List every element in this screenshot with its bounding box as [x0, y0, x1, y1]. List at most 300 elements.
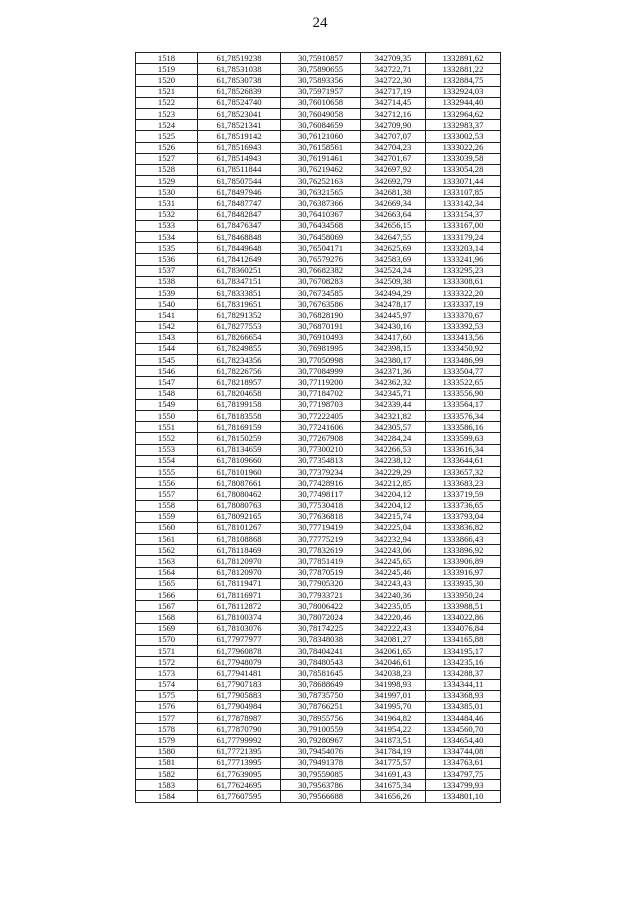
longitude-cell: 30,75890655 — [281, 64, 361, 75]
longitude-cell: 30,79563786 — [281, 780, 361, 791]
y-coordinate-cell: 1333988,51 — [426, 601, 501, 612]
table-row — [136, 511, 501, 522]
point-number-cell: 1564 — [136, 567, 198, 578]
point-number-cell: 1542 — [136, 321, 198, 332]
latitude-cell: 61,78519142 — [198, 131, 281, 142]
latitude-cell: 61,77948079 — [198, 657, 281, 668]
table-row — [136, 332, 501, 343]
longitude-cell: 30,77428916 — [281, 478, 361, 489]
latitude-cell: 61,77907183 — [198, 679, 281, 690]
latitude-cell: 61,78116971 — [198, 590, 281, 601]
latitude-cell: 61,78524740 — [198, 97, 281, 108]
x-coordinate-cell: 342714,45 — [361, 97, 426, 108]
longitude-cell: 30,76321565 — [281, 187, 361, 198]
point-number-cell: 1572 — [136, 657, 198, 668]
x-coordinate-cell: 342712,16 — [361, 108, 426, 119]
table-row — [136, 399, 501, 410]
longitude-cell: 30,77530418 — [281, 500, 361, 511]
longitude-cell: 30,77300210 — [281, 444, 361, 455]
point-number-cell: 1529 — [136, 176, 198, 187]
x-coordinate-cell: 342229,29 — [361, 466, 426, 477]
latitude-cell: 61,78218957 — [198, 377, 281, 388]
point-number-cell: 1550 — [136, 411, 198, 422]
latitude-cell: 61,78468848 — [198, 232, 281, 243]
point-number-cell: 1554 — [136, 455, 198, 466]
y-coordinate-cell: 1334484,46 — [426, 713, 501, 724]
longitude-cell: 30,76252163 — [281, 176, 361, 187]
x-coordinate-cell: 342697,92 — [361, 164, 426, 175]
x-coordinate-cell: 342046,61 — [361, 657, 426, 668]
point-number-cell: 1576 — [136, 701, 198, 712]
table-row — [136, 601, 501, 612]
longitude-cell: 30,76981995 — [281, 343, 361, 354]
table-row — [136, 254, 501, 265]
x-coordinate-cell: 342371,36 — [361, 366, 426, 377]
table-row — [136, 701, 501, 712]
y-coordinate-cell: 1334799,93 — [426, 780, 501, 791]
x-coordinate-cell: 342707,07 — [361, 131, 426, 142]
longitude-cell: 30,78072024 — [281, 612, 361, 623]
table-row — [136, 769, 501, 780]
table-row — [136, 220, 501, 231]
latitude-cell: 61,78347151 — [198, 276, 281, 287]
latitude-cell: 61,78360251 — [198, 265, 281, 276]
x-coordinate-cell: 342709,90 — [361, 120, 426, 131]
point-number-cell: 1528 — [136, 164, 198, 175]
point-number-cell: 1540 — [136, 299, 198, 310]
y-coordinate-cell: 1333719,59 — [426, 489, 501, 500]
y-coordinate-cell: 1333450,92 — [426, 343, 501, 354]
x-coordinate-cell: 342417,60 — [361, 332, 426, 343]
latitude-cell: 61,78277553 — [198, 321, 281, 332]
longitude-cell: 30,75910857 — [281, 53, 361, 64]
latitude-cell: 61,78226756 — [198, 366, 281, 377]
longitude-cell: 30,78006422 — [281, 601, 361, 612]
y-coordinate-cell: 1333657,32 — [426, 466, 501, 477]
point-number-cell: 1525 — [136, 131, 198, 142]
x-coordinate-cell: 342625,69 — [361, 243, 426, 254]
y-coordinate-cell: 1332881,22 — [426, 64, 501, 75]
longitude-cell: 30,77050998 — [281, 355, 361, 366]
point-number-cell: 1556 — [136, 478, 198, 489]
table-row — [136, 634, 501, 645]
table-row — [136, 724, 501, 735]
table-row — [136, 377, 501, 388]
y-coordinate-cell: 1333556,90 — [426, 388, 501, 399]
table-row — [136, 265, 501, 276]
longitude-cell: 30,76049058 — [281, 108, 361, 119]
latitude-cell: 61,78092165 — [198, 511, 281, 522]
y-coordinate-cell: 1333413,56 — [426, 332, 501, 343]
point-number-cell: 1565 — [136, 578, 198, 589]
x-coordinate-cell: 342398,15 — [361, 343, 426, 354]
latitude-cell: 61,78101960 — [198, 466, 281, 477]
y-coordinate-cell: 1333002,53 — [426, 131, 501, 142]
longitude-cell: 30,78955756 — [281, 713, 361, 724]
point-number-cell: 1574 — [136, 679, 198, 690]
x-coordinate-cell: 342038,23 — [361, 668, 426, 679]
longitude-cell: 30,77222405 — [281, 411, 361, 422]
x-coordinate-cell: 342362,32 — [361, 377, 426, 388]
table-row — [136, 590, 501, 601]
y-coordinate-cell: 1333504,77 — [426, 366, 501, 377]
point-number-cell: 1580 — [136, 746, 198, 757]
point-number-cell: 1559 — [136, 511, 198, 522]
longitude-cell: 30,79100559 — [281, 724, 361, 735]
table-row — [136, 411, 501, 422]
longitude-cell: 30,78480543 — [281, 657, 361, 668]
latitude-cell: 61,78523041 — [198, 108, 281, 119]
y-coordinate-cell: 1333392,53 — [426, 321, 501, 332]
y-coordinate-cell: 1332944,40 — [426, 97, 501, 108]
y-coordinate-cell: 1333054,28 — [426, 164, 501, 175]
latitude-cell: 61,78526839 — [198, 86, 281, 97]
latitude-cell: 61,77977977 — [198, 634, 281, 645]
y-coordinate-cell: 1334076,84 — [426, 623, 501, 634]
y-coordinate-cell: 1332983,37 — [426, 120, 501, 131]
longitude-cell: 30,76828190 — [281, 310, 361, 321]
point-number-cell: 1543 — [136, 332, 198, 343]
x-coordinate-cell: 342339,44 — [361, 399, 426, 410]
latitude-cell: 61,77960878 — [198, 645, 281, 656]
table-row — [136, 343, 501, 354]
longitude-cell: 30,77184702 — [281, 388, 361, 399]
point-number-cell: 1566 — [136, 590, 198, 601]
table-row — [136, 142, 501, 153]
table-row — [136, 164, 501, 175]
point-number-cell: 1544 — [136, 343, 198, 354]
point-number-cell: 1553 — [136, 444, 198, 455]
point-number-cell: 1573 — [136, 668, 198, 679]
longitude-cell: 30,76763586 — [281, 299, 361, 310]
latitude-cell: 61,78101267 — [198, 522, 281, 533]
longitude-cell: 30,76910493 — [281, 332, 361, 343]
y-coordinate-cell: 1332884,75 — [426, 75, 501, 86]
longitude-cell: 30,77119200 — [281, 377, 361, 388]
y-coordinate-cell: 1333167,00 — [426, 220, 501, 231]
point-number-cell: 1562 — [136, 545, 198, 556]
latitude-cell: 61,78199158 — [198, 399, 281, 410]
table-row — [136, 657, 501, 668]
longitude-cell: 30,76579276 — [281, 254, 361, 265]
longitude-cell: 30,76734585 — [281, 287, 361, 298]
point-number-cell: 1561 — [136, 534, 198, 545]
latitude-cell: 61,77607595 — [198, 791, 281, 802]
x-coordinate-cell: 342321,82 — [361, 411, 426, 422]
table-row — [136, 243, 501, 254]
y-coordinate-cell: 1334165,88 — [426, 634, 501, 645]
latitude-cell: 61,77904984 — [198, 701, 281, 712]
longitude-cell: 30,77198703 — [281, 399, 361, 410]
longitude-cell: 30,77719419 — [281, 522, 361, 533]
table-row — [136, 86, 501, 97]
table-row — [136, 355, 501, 366]
latitude-cell: 61,78108868 — [198, 534, 281, 545]
latitude-cell: 61,78412649 — [198, 254, 281, 265]
table-row — [136, 455, 501, 466]
y-coordinate-cell: 1333308,61 — [426, 276, 501, 287]
table-row — [136, 209, 501, 220]
x-coordinate-cell: 342494,29 — [361, 287, 426, 298]
table-row — [136, 545, 501, 556]
y-coordinate-cell: 1333950,24 — [426, 590, 501, 601]
table-row — [136, 321, 501, 332]
table-row — [136, 422, 501, 433]
x-coordinate-cell: 341873,51 — [361, 735, 426, 746]
y-coordinate-cell: 1334654,40 — [426, 735, 501, 746]
point-number-cell: 1557 — [136, 489, 198, 500]
longitude-cell: 30,77241606 — [281, 422, 361, 433]
x-coordinate-cell: 342204,12 — [361, 489, 426, 500]
y-coordinate-cell: 1333906,89 — [426, 556, 501, 567]
point-number-cell: 1531 — [136, 198, 198, 209]
x-coordinate-cell: 342692,79 — [361, 176, 426, 187]
table-row — [136, 578, 501, 589]
point-number-cell: 1527 — [136, 153, 198, 164]
x-coordinate-cell: 341675,34 — [361, 780, 426, 791]
latitude-cell: 61,78497946 — [198, 187, 281, 198]
latitude-cell: 61,78516943 — [198, 142, 281, 153]
latitude-cell: 61,77721395 — [198, 746, 281, 757]
latitude-cell: 61,78476347 — [198, 220, 281, 231]
longitude-cell: 30,76682382 — [281, 265, 361, 276]
point-number-cell: 1567 — [136, 601, 198, 612]
table-row — [136, 444, 501, 455]
point-number-cell: 1584 — [136, 791, 198, 802]
point-number-cell: 1583 — [136, 780, 198, 791]
y-coordinate-cell: 1333337,19 — [426, 299, 501, 310]
latitude-cell: 61,78507544 — [198, 176, 281, 187]
x-coordinate-cell: 341995,70 — [361, 701, 426, 712]
point-number-cell: 1577 — [136, 713, 198, 724]
longitude-cell: 30,76121060 — [281, 131, 361, 142]
y-coordinate-cell: 1333586,16 — [426, 422, 501, 433]
table-row — [136, 567, 501, 578]
y-coordinate-cell: 1334368,93 — [426, 690, 501, 701]
point-number-cell: 1546 — [136, 366, 198, 377]
point-number-cell: 1541 — [136, 310, 198, 321]
x-coordinate-cell: 341775,57 — [361, 757, 426, 768]
y-coordinate-cell: 1333486,99 — [426, 355, 501, 366]
longitude-cell: 30,79491378 — [281, 757, 361, 768]
x-coordinate-cell: 342709,35 — [361, 53, 426, 64]
point-number-cell: 1547 — [136, 377, 198, 388]
x-coordinate-cell: 342232,94 — [361, 534, 426, 545]
x-coordinate-cell: 341784,19 — [361, 746, 426, 757]
point-number-cell: 1582 — [136, 769, 198, 780]
longitude-cell: 30,76458069 — [281, 232, 361, 243]
x-coordinate-cell: 342081,27 — [361, 634, 426, 645]
x-coordinate-cell: 342704,23 — [361, 142, 426, 153]
longitude-cell: 30,77775219 — [281, 534, 361, 545]
y-coordinate-cell: 1333142,34 — [426, 198, 501, 209]
longitude-cell: 30,77498117 — [281, 489, 361, 500]
y-coordinate-cell: 1333295,23 — [426, 265, 501, 276]
point-number-cell: 1535 — [136, 243, 198, 254]
point-number-cell: 1518 — [136, 53, 198, 64]
x-coordinate-cell: 341997,01 — [361, 690, 426, 701]
longitude-cell: 30,77933721 — [281, 590, 361, 601]
y-coordinate-cell: 1333154,37 — [426, 209, 501, 220]
latitude-cell: 61,77878987 — [198, 713, 281, 724]
x-coordinate-cell: 342656,15 — [361, 220, 426, 231]
table-row — [136, 623, 501, 634]
latitude-cell: 61,78080763 — [198, 500, 281, 511]
point-number-cell: 1555 — [136, 466, 198, 477]
y-coordinate-cell: 1334195,17 — [426, 645, 501, 656]
latitude-cell: 61,78103076 — [198, 623, 281, 634]
y-coordinate-cell: 1334801,10 — [426, 791, 501, 802]
longitude-cell: 30,78348038 — [281, 634, 361, 645]
point-number-cell: 1539 — [136, 287, 198, 298]
y-coordinate-cell: 1332924,03 — [426, 86, 501, 97]
y-coordinate-cell: 1334385,01 — [426, 701, 501, 712]
point-number-cell: 1534 — [136, 232, 198, 243]
latitude-cell: 61,77941481 — [198, 668, 281, 679]
y-coordinate-cell: 1334560,70 — [426, 724, 501, 735]
x-coordinate-cell: 342245,65 — [361, 556, 426, 567]
table-row — [136, 679, 501, 690]
longitude-cell: 30,76708283 — [281, 276, 361, 287]
longitude-cell: 30,78174225 — [281, 623, 361, 634]
point-number-cell: 1532 — [136, 209, 198, 220]
latitude-cell: 61,78120970 — [198, 567, 281, 578]
table-row — [136, 757, 501, 768]
x-coordinate-cell: 341998,93 — [361, 679, 426, 690]
longitude-cell: 30,76387366 — [281, 198, 361, 209]
x-coordinate-cell: 342245,46 — [361, 567, 426, 578]
table-row — [136, 187, 501, 198]
x-coordinate-cell: 342222,43 — [361, 623, 426, 634]
longitude-cell: 30,76870191 — [281, 321, 361, 332]
latitude-cell: 61,78487747 — [198, 198, 281, 209]
table-row — [136, 433, 501, 444]
x-coordinate-cell: 342430,16 — [361, 321, 426, 332]
longitude-cell: 30,76219462 — [281, 164, 361, 175]
y-coordinate-cell: 1334763,61 — [426, 757, 501, 768]
x-coordinate-cell: 342220,46 — [361, 612, 426, 623]
y-coordinate-cell: 1332964,62 — [426, 108, 501, 119]
table-row — [136, 478, 501, 489]
x-coordinate-cell: 342238,12 — [361, 455, 426, 466]
latitude-cell: 61,78234356 — [198, 355, 281, 366]
latitude-cell: 61,78100374 — [198, 612, 281, 623]
longitude-cell: 30,76410367 — [281, 209, 361, 220]
y-coordinate-cell: 1333107,85 — [426, 187, 501, 198]
x-coordinate-cell: 342305,57 — [361, 422, 426, 433]
y-coordinate-cell: 1333241,96 — [426, 254, 501, 265]
latitude-cell: 61,78109660 — [198, 455, 281, 466]
point-number-cell: 1522 — [136, 97, 198, 108]
x-coordinate-cell: 342204,12 — [361, 500, 426, 511]
point-number-cell: 1533 — [136, 220, 198, 231]
point-number-cell: 1568 — [136, 612, 198, 623]
point-number-cell: 1526 — [136, 142, 198, 153]
point-number-cell: 1524 — [136, 120, 198, 131]
table-row — [136, 366, 501, 377]
latitude-cell: 61,78333851 — [198, 287, 281, 298]
y-coordinate-cell: 1334344,11 — [426, 679, 501, 690]
point-number-cell: 1536 — [136, 254, 198, 265]
x-coordinate-cell: 342722,71 — [361, 64, 426, 75]
latitude-cell: 61,77624695 — [198, 780, 281, 791]
table-row — [136, 690, 501, 701]
y-coordinate-cell: 1333644,61 — [426, 455, 501, 466]
latitude-cell: 61,77799992 — [198, 735, 281, 746]
table-row — [136, 466, 501, 477]
longitude-cell: 30,77851419 — [281, 556, 361, 567]
table-row — [136, 232, 501, 243]
y-coordinate-cell: 1334022,86 — [426, 612, 501, 623]
y-coordinate-cell: 1334744,08 — [426, 746, 501, 757]
longitude-cell: 30,78581645 — [281, 668, 361, 679]
x-coordinate-cell: 342681,38 — [361, 187, 426, 198]
longitude-cell: 30,77379234 — [281, 466, 361, 477]
table-row — [136, 556, 501, 567]
table-row — [136, 534, 501, 545]
point-number-cell: 1552 — [136, 433, 198, 444]
point-number-cell: 1551 — [136, 422, 198, 433]
x-coordinate-cell: 342243,06 — [361, 545, 426, 556]
latitude-cell: 61,78482847 — [198, 209, 281, 220]
x-coordinate-cell: 342266,53 — [361, 444, 426, 455]
y-coordinate-cell: 1332891,62 — [426, 53, 501, 64]
y-coordinate-cell: 1333022,26 — [426, 142, 501, 153]
y-coordinate-cell: 1333896,92 — [426, 545, 501, 556]
table-row — [136, 310, 501, 321]
table-row — [136, 522, 501, 533]
x-coordinate-cell: 342445,97 — [361, 310, 426, 321]
latitude-cell: 61,78150259 — [198, 433, 281, 444]
table-row — [136, 276, 501, 287]
latitude-cell: 61,77905883 — [198, 690, 281, 701]
latitude-cell: 61,77713995 — [198, 757, 281, 768]
table-row — [136, 668, 501, 679]
table-row — [136, 176, 501, 187]
y-coordinate-cell: 1333683,23 — [426, 478, 501, 489]
longitude-cell: 30,76010658 — [281, 97, 361, 108]
longitude-cell: 30,76158561 — [281, 142, 361, 153]
latitude-cell: 61,78169159 — [198, 422, 281, 433]
table-row — [136, 791, 501, 802]
point-number-cell: 1523 — [136, 108, 198, 119]
latitude-cell: 61,78319651 — [198, 299, 281, 310]
latitude-cell: 61,78183558 — [198, 411, 281, 422]
latitude-cell: 61,78120970 — [198, 556, 281, 567]
x-coordinate-cell: 342663,64 — [361, 209, 426, 220]
x-coordinate-cell: 342509,38 — [361, 276, 426, 287]
latitude-cell: 61,78530738 — [198, 75, 281, 86]
x-coordinate-cell: 342478,17 — [361, 299, 426, 310]
point-number-cell: 1520 — [136, 75, 198, 86]
x-coordinate-cell: 342669,34 — [361, 198, 426, 209]
x-coordinate-cell: 342284,24 — [361, 433, 426, 444]
table-row — [136, 299, 501, 310]
y-coordinate-cell: 1333370,67 — [426, 310, 501, 321]
table-row — [136, 75, 501, 86]
y-coordinate-cell: 1333736,65 — [426, 500, 501, 511]
table-row — [136, 153, 501, 164]
latitude-cell: 61,78087661 — [198, 478, 281, 489]
latitude-cell: 61,78519238 — [198, 53, 281, 64]
point-number-cell: 1538 — [136, 276, 198, 287]
point-number-cell: 1578 — [136, 724, 198, 735]
point-number-cell: 1571 — [136, 645, 198, 656]
y-coordinate-cell: 1333616,34 — [426, 444, 501, 455]
table-row — [136, 735, 501, 746]
longitude-cell: 30,76084659 — [281, 120, 361, 131]
longitude-cell: 30,76434568 — [281, 220, 361, 231]
